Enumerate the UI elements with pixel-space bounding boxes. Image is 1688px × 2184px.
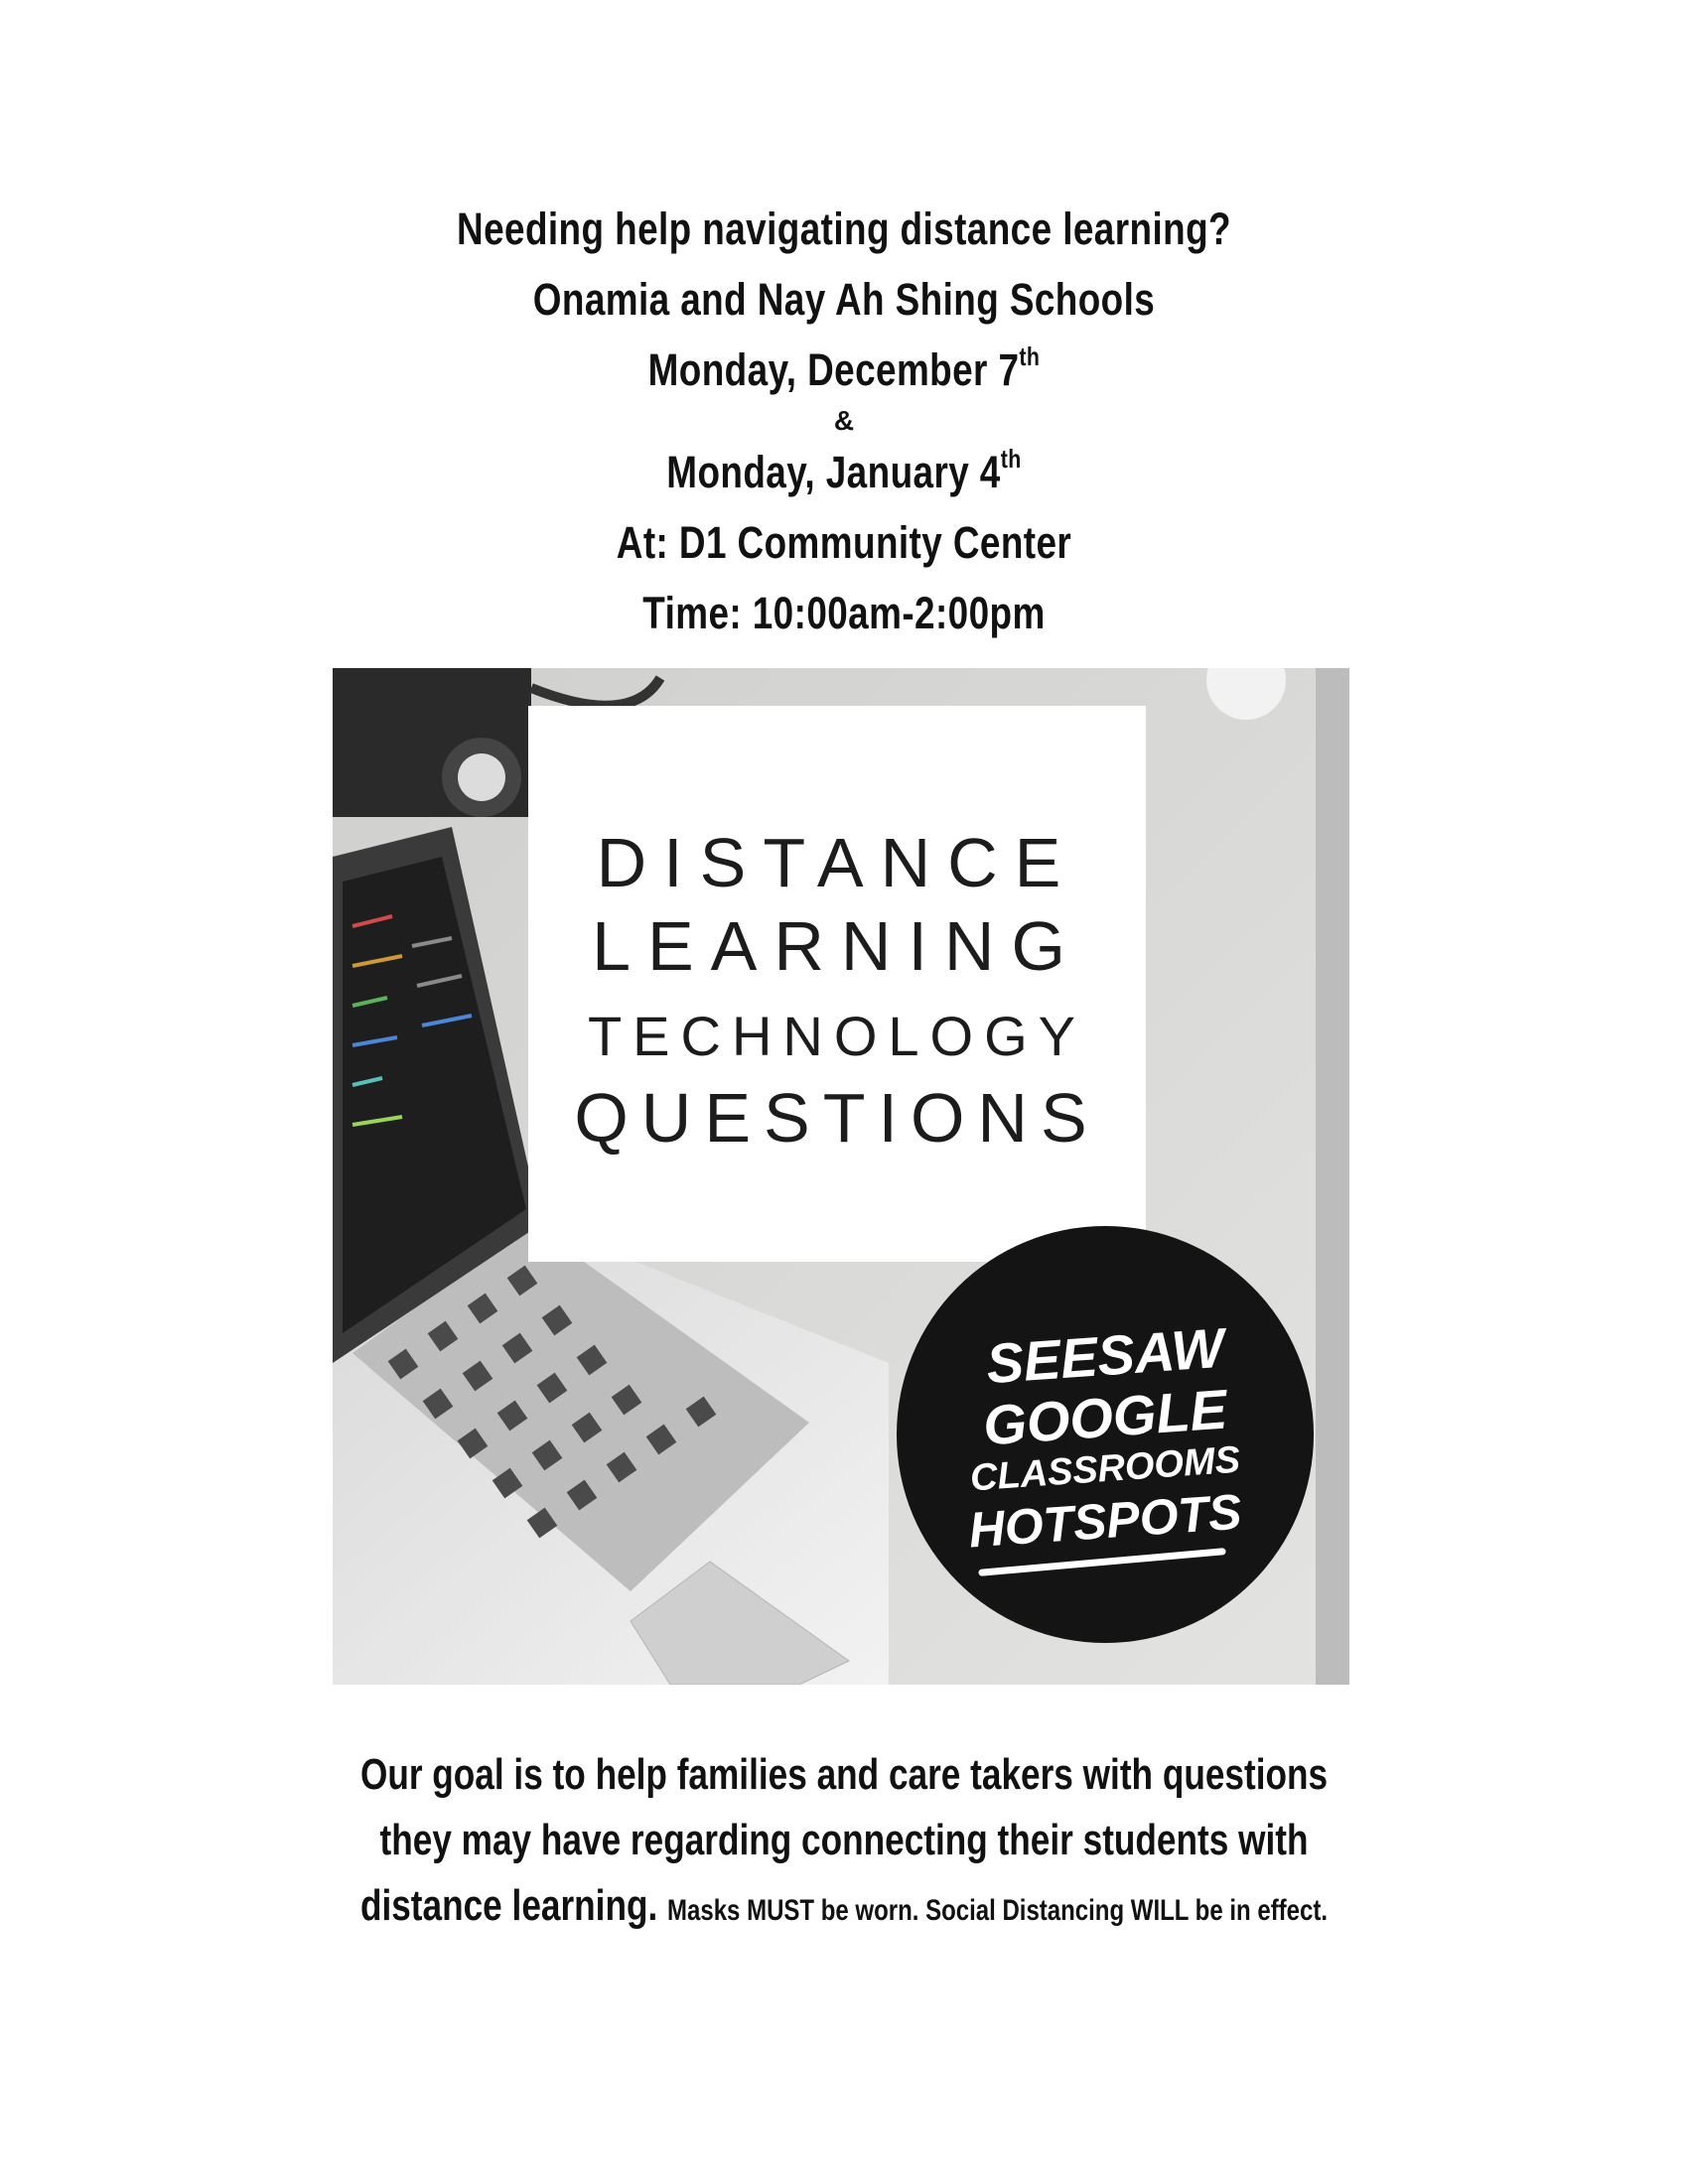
badge-seesaw: SEESAW xyxy=(984,1315,1226,1396)
title-card xyxy=(528,706,1146,1262)
goal-line-3 xyxy=(169,1873,1519,1939)
date-2: Monday, January 4 xyxy=(666,447,1001,497)
date-line-2 xyxy=(152,437,1536,507)
event-header xyxy=(0,194,1688,648)
location-line: At: D1 Community Center xyxy=(616,517,1072,568)
time-line: Time: 10:00am-2:00pm xyxy=(642,588,1046,638)
goal-line-1: Our goal is to help families and care takers with questions xyxy=(359,1750,1329,1799)
date-1-suffix: th xyxy=(1019,341,1041,371)
badge-hotspots: HOTSPOTS xyxy=(966,1483,1244,1559)
goal-line-3-text: distance learning. xyxy=(359,1881,658,1930)
ampersand: & xyxy=(833,405,855,436)
date-1: Monday, December 7 xyxy=(647,344,1020,395)
badge-google: GOOGLE xyxy=(981,1377,1229,1457)
date-line-1 xyxy=(152,335,1536,405)
title-line-2: LEARNING xyxy=(592,907,1082,985)
goal-statement xyxy=(0,1742,1688,1939)
headline: Needing help navigating distance learning? xyxy=(457,204,1231,254)
topics-badge xyxy=(897,1226,1314,1643)
title-line-3: TECHNOLOGY xyxy=(587,1005,1087,1067)
date-2-suffix: th xyxy=(1000,444,1022,474)
schools-line: Onamia and Nay Ah Shing Schools xyxy=(532,274,1156,325)
title-line-4: QUESTIONS xyxy=(574,1079,1100,1157)
goal-line-2: they may have regarding connecting their students with xyxy=(379,1816,1309,1864)
safety-notice: Masks MUST be worn. Social Distancing WILL be in effect. xyxy=(667,1894,1329,1927)
title-line-1: DISTANCE xyxy=(596,824,1078,901)
distance-learning-poster xyxy=(333,668,1349,1685)
badge-classrooms: CLASSROOMS xyxy=(968,1438,1242,1500)
